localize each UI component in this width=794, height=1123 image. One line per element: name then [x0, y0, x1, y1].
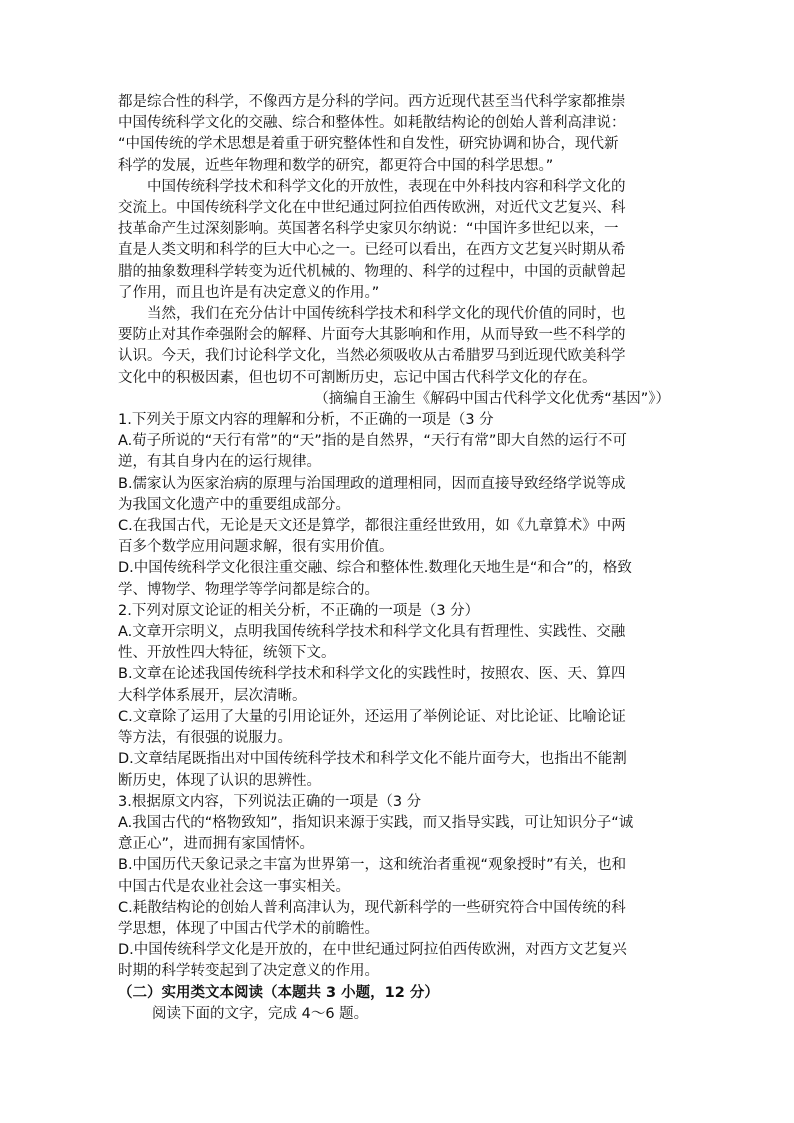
option-line: 等方法，有很强的说服力。: [118, 730, 292, 747]
option-line: 性、开放性四大特征，统领下文。: [118, 645, 336, 662]
text-line: 认识。今天，我们讨论科学文化，当然必须吸收从古希腊罗马到近现代欧美科学: [118, 348, 626, 365]
text-line: 要防止对其作牵强附会的解释、片面夸大其影响和作用，从而导致一些不科学的: [118, 327, 626, 344]
text-line: 交流上。中国传统科学文化在中世纪通过阿拉伯西传欧洲，对近代文艺复兴、科: [118, 200, 626, 217]
option-line: A.我国古代的“格物致知”，指知识来源于实践，而又指导实践，可让知识分子“诚: [118, 814, 634, 831]
text-line: 都是综合性的科学，不像西方是分科的学问。西方近现代甚至当代科学家都推崇: [118, 94, 626, 110]
option-line: B.文章在论述我国传统科学技术和科学文化的实践性时，按照农、医、天、算四: [118, 666, 626, 683]
option-line: C.文章除了运用了大量的引用论证外，还运用了举例论证、对比论证、比喻论证: [118, 708, 626, 725]
option-line: D.中国传统科学文化是开放的，在中世纪通过阿拉伯西传欧洲，对西方文艺复兴: [118, 942, 627, 959]
section-title: （二）实用类文本阅读（本题共 3 小题，12 分）: [118, 984, 439, 1001]
paragraph-2: [118, 177, 678, 304]
option-line: 为我国文化遗产中的重要组成部分。: [118, 496, 350, 513]
text-line: 直是人类文明和科学的巨大中心之一。已经可以看出，在西方文艺复兴时期从希: [118, 242, 626, 259]
text-line: 中国传统科学技术和科学文化的开放性，表现在中外科技内容和科学文化的: [147, 178, 626, 195]
option-line: D.中国传统科学文化很注重交融、综合和整体性.数理化天地生是“和合”的，格致: [118, 560, 632, 577]
document-page: [118, 92, 678, 1025]
option-line: 大科学体系展开，层次清晰。: [118, 687, 307, 704]
paragraph-1: [118, 92, 678, 177]
paragraph-3: [118, 304, 678, 389]
text-line: 科学的发展，近些年物理和数学的研究，都更符合中国的科学思想。”: [118, 157, 554, 174]
text-line: 当然，我们在充分估计中国传统科学技术和科学文化的现代价值的同时，也: [147, 306, 626, 323]
option-line: C.在我国古代，无论是天文还是算学，都很注重经世致用，如《九章算术》中两: [118, 518, 626, 535]
text-line: 技革命产生过深刻影响。英国著名科学史家贝尔纳说：“中国许多世纪以来，一: [118, 221, 619, 238]
text-line: 腊的抽象数理科学转变为近代机械的、物理的、科学的过程中，中国的贡献曾起: [118, 263, 626, 280]
question-3: [118, 792, 678, 983]
option-line: 意正心”，进而拥有家国情怀。: [118, 836, 315, 853]
option-line: A.荀子所说的“天行有常”的“天”指的是自然界，“天行有常”即大自然的运行不可: [118, 433, 627, 450]
option-line: 学、博物学、物理学等学问都是综合的。: [118, 581, 379, 598]
instruction-text: 阅读下面的文字，完成 4～6 题。: [152, 1005, 369, 1022]
option-line: B.儒家认为医家治病的原理与治国理政的道理相同，因而直接导致经络学说等成: [118, 475, 626, 492]
text-line: 了作用，而且也许是有决定意义的作用。”: [118, 284, 380, 301]
question-stem: 3.根据原文内容，下列说法正确的一项是（3 分: [118, 793, 422, 810]
question-stem: 2.下列对原文论证的相关分析，不正确的一项是（3 分）: [118, 602, 480, 619]
option-line: C.耗散结构论的创始人普利高津认为，现代新科学的一些研究符合中国传统的科: [118, 899, 626, 916]
option-line: 百多个数学应用问题求解，很有实用价值。: [118, 539, 394, 556]
option-line: 中国古代是农业社会这一事实相关。: [118, 878, 350, 895]
source-citation: （摘编自王渝生《解码中国古代科学文化优秀“基因”》）: [314, 390, 670, 407]
option-line: 时期的科学转变起到了决定意义的作用。: [118, 963, 379, 980]
option-line: D.文章结尾既指出对中国传统科学技术和科学文化不能片面夸大，也指出不能割: [118, 751, 627, 768]
text-line: 中国传统科学文化的交融、综合和整体性。如耗散结构论的创始人普利高津说：: [118, 115, 626, 132]
option-line: A.文章开宗明义，点明我国传统科学技术和科学文化具有哲理性、实践性、交融: [118, 624, 626, 641]
option-line: 逆，有其自身内在的运行规律。: [118, 454, 321, 471]
question-1: [118, 410, 678, 601]
text-line: “中国传统的学术思想是着重于研究整体性和自发性，研究协调和协合，现代新: [118, 136, 619, 153]
option-line: 学思想，体现了中国古代学术的前瞻性。: [118, 920, 379, 937]
option-line: 断历史，体现了认识的思辨性。: [118, 772, 321, 789]
text-line: 文化中的积极因素，但也切不可割断历史，忘记中国古代科学文化的存在。: [118, 369, 597, 386]
option-line: B.中国历代天象记录之丰富为世界第一，这和统治者重视“观象授时”有关，也和: [118, 857, 627, 874]
question-stem: 1.下列关于原文内容的理解和分析，不正确的一项是（3 分: [118, 412, 494, 429]
question-2: [118, 601, 678, 792]
